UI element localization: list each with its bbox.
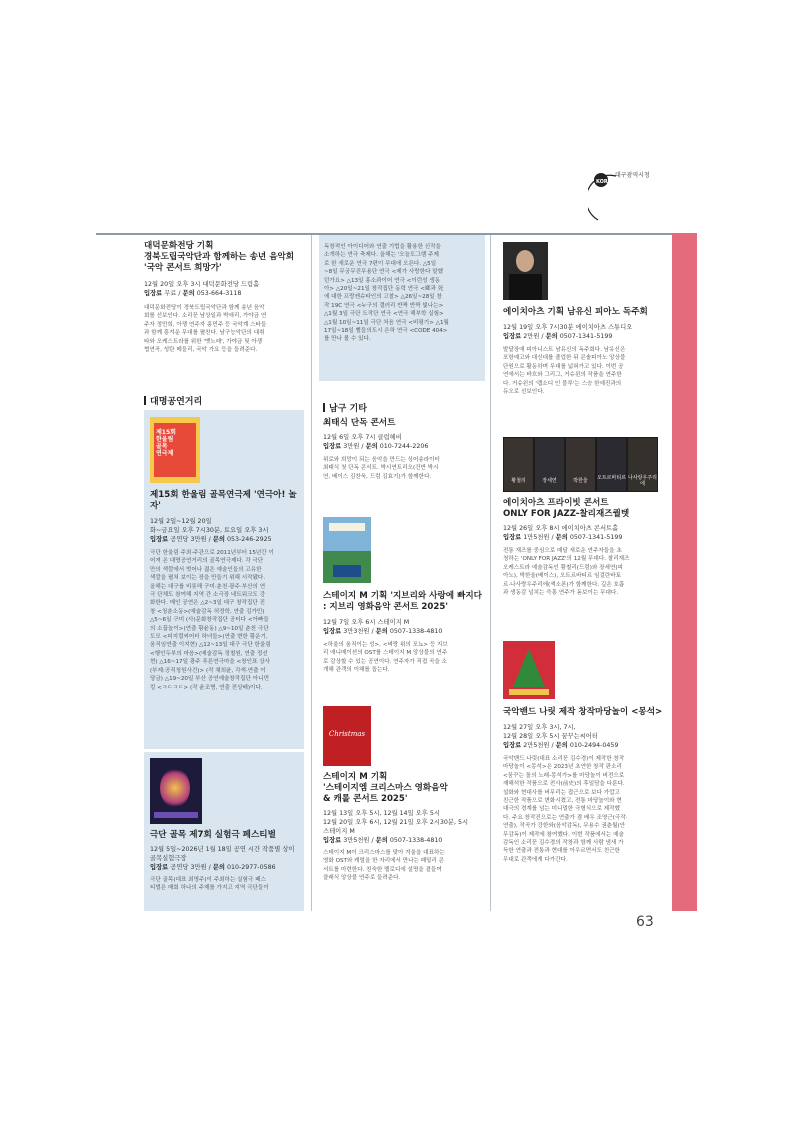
section-heading: 남구 기타 <box>323 401 367 414</box>
poster-image <box>503 641 555 699</box>
event-title: 경북도립국악단과 함께하는 송년 음악회 <box>144 252 295 262</box>
event-title: 에이치아츠 프라이빗 콘서트 <box>503 498 609 508</box>
page-number: 63 <box>636 914 654 930</box>
event-title: 최태식 단독 콘서트 <box>323 418 396 428</box>
event-title: : 지브리 영화음악 콘서트 2025' <box>323 602 448 612</box>
event-title: 스테이지 M 기획 '지브리와 사랑에 빠지다 <box>323 591 482 601</box>
svg-text:KOR: KOR <box>596 179 608 185</box>
event-piano-recital: 에이치아츠 기획 남유신 피아노 독주회 12월 19일 오후 7시30분 에이치아츠 스튜디오 입장료 2만원 / 문의 0507-1341-5199 발달장애 피아니스트 남유신의 독주회다. 남유신은 포항예고와 대신대를 졸업한 뒤 콘솔피아노 앙상블 단원으로 활동하며 무대를 넓혀가고 있다. 이번 공 연에서는 바흐와 그리그, 거슈윈의 작품을 연주한 다. 거슈윈의 '랩소디 인 블루'는 스승 한예진과의 듀오로 선보인다. <box>503 307 665 396</box>
column-divider <box>490 235 491 911</box>
event-ghibli-concert: 스테이지 M 기획 '지브리와 사랑에 빠지다 : 지브리 영화음악 콘서트 2025' 12월 7일 오후 6시 스테이지 M 입장료 3만3천원 / 문의 0507-1338-4810 <하울의 움직이는 성>, <벼랑 위의 포뇨> 등 지브 리 애니메이션의 OST를 스테이지 M 앙상블의 연주 로 감상할 수 있는 공연이다. 연주자가 직접 곡을 소 개해 관객의 이해를 돕는다. <box>323 591 485 675</box>
performer-photos: 황철리 장세연 박한울 오트르바티르 나사랑우주리에 <box>503 437 658 492</box>
event-cultural-center <box>144 241 296 354</box>
poster-image: Christmas <box>323 706 371 766</box>
event-jazz-concert: 에이치아츠 프라이빗 콘서트 ONLY FOR JAZZ-찰리재즈퀄텟 12월 26일 오후 8시 에이치아츠 콘서트홀 입장료 1만5천원 / 문의 0507-1341-5199 전통 재즈를 중심으로 매달 새로운 연주자들을 초 청하는 'ONLY FOR JAZZ'의 12월 무대다. 찰리재즈 오케스트라 예술감독인 황철리(드럼)와 장세연(피 아노), 박한울(베이스), 오트르바티르 임걸란바토 르·나사랑우주리에(색소폰)가 함께한다. 깊은 호흡 과 생동감 넘치는 즉흥 연주가 돋보이는 무대다. <box>503 498 665 597</box>
column-divider <box>311 235 312 911</box>
accent-bar <box>672 233 697 911</box>
event-body: 회를 선보인다. 소리꾼 남상일과 박애리, 가야금 연 <box>144 313 267 320</box>
event-title: & 캐롤 콘서트 2025' <box>323 794 408 804</box>
city-name: 대구광역시청 <box>615 172 650 179</box>
section-heading: 대명공연거리 <box>144 394 202 407</box>
event-title: '국악 콘서트 희망가' <box>144 263 222 273</box>
event-title: 국악밴드 나릿 제작 창작마당놀이 <몽석> <box>503 707 663 717</box>
event-price: 입장료 2만5천원 / 문의 010-2494-0459 <box>503 742 619 749</box>
event-madangnori: 국악밴드 나릿 제작 창작마당놀이 <몽석> 12월 27일 오후 3시, 7시, 12월 28일 오후 5시 꿈꾸는씨어터 입장료 2만5천원 / 문의 010-2494-0459 국악밴드 나릿(대표 소리꾼 김수경)이 제작한 창작 마당놀이 <몽석>은 2023년 초연한 창작 판소리 <꿈꾸는 돌의 노래-몽석가>를 마당놀이 버전으로 재해석한 작품으로 전사(前史)의 후일담을 다룬다. 설화와 현대사를 버무리는 접근으로 보다 가깝고 친근한 작품으로 변화시켰고, 전통 마당놀이와 현 대극의 경계를 넘는 미니멀한 극형식으로 제작했 다. 주요 창작진으로는 연출가 겸 배우 조영근(극작· 연출), 작곡가 강한와(음악감독), 무용수 권춘월(안 무감독)이 제작에 참여했다. 이번 작품에서는 예술 감독인 소리꾼 김수경의 작창과 함께 사람 냄새 가 득한 연출과 전통과 현대를 아우르면서도 친근한 무대로 관객에게 다가간다. <box>503 707 665 864</box>
event-price: 입장료 공연당 3만원 / 문의 053-246-2925 <box>150 536 272 543</box>
event-price: 입장료 3만3천원 / 문의 0507-1338-4810 <box>323 628 443 635</box>
event-title: 에이치아츠 기획 남유신 피아노 독주회 <box>503 307 648 317</box>
event-price: 입장료 1만5천원 / 문의 0507-1341-5199 <box>503 534 623 541</box>
event-body: 과 함께 흥겨운 무대를 펼친다. 남구능악단의 대취 <box>144 330 265 337</box>
event-concert-choi: 최태식 단독 콘서트 12월 6일 오후 7시 클럽헤비 입장료 3만원 / 문의 010-7244-2206 위로와 희망이 되는 음악을 만드는 싱어송라이터 최태식 첫 단독 콘서트. 박시연트리오(건반 박시 연, 베이스 김찬욱, 드럼 김효기)가 함께한다. <box>323 418 483 481</box>
portrait-photo <box>503 242 548 300</box>
event-body: 협연곡, 성탄 메들리, 국악 가요 등을 들려준다. <box>144 347 258 354</box>
poster-image: 제15회 한울림 골목 연극제 <box>150 417 200 483</box>
event-title: 대덕문화전당 기획 <box>144 241 214 251</box>
event-price: 입장료 3만5천원 / 문의 0507-1338-4810 <box>323 837 443 844</box>
event-title: 극단 골목 제7회 실험극 페스티벌 <box>150 830 276 840</box>
event-date: 12월 20일 오후 3시 대덕문화전당 드림홀 <box>144 281 260 288</box>
poster-image <box>150 758 202 824</box>
poster-image <box>323 517 371 583</box>
event-body: 주자 정민희, 아쟁 연주자 홍민주 등 국악계 스타들 <box>144 321 267 328</box>
event-christmas-concert: 스테이지 M 기획 '스테이지엠 크리스마스 영화음악 & 캐롤 콘서트 2025' 12월 13일 오후 5시, 12월 14일 오후 5시 12월 20일 오후 6시, 12월 21일 오후 2시30분, 5시 스테이지 M 입장료 3만5천원 / 문의 0507-1338-4810 스테이지 M이 크리스마스를 맞아 겨울을 대표하는 영화 OST와 캐럴을 한 자리에서 만나는 패밀리 콘 서트를 마련한다. 친숙한 멜로디에 설명을 곁들여 클래식 앙상블 연주로 들려준다. <box>323 772 485 883</box>
event-title: ONLY FOR JAZZ-찰리재즈퀄텟 <box>503 509 630 519</box>
event-theater-festival: 제15회 한울림 골목연극제 '연극아! 놀자' 12월 2일~12월 20일 화~금요일 오후 7시30분, 토요일 오후 3시 입장료 공연당 3만원 / 문의 053-246-2925 극단 한울림 주최·주관으로 2011년부터 15년간 이 어져 온 대명공연거리의 골목연극제다. 각 극단 만의 색깔에서 벗어나 젊은 예술인들의 고유한 색깔을 펼쳐 보이는 장을 만들기 위해 시작됐다. 올해는 대구를 비롯해 구미·춘천·광주·부산의 연 극 단체도 참여해 지역 간 소극장 네트워크도 강 화한다. 메인 공연은 △2~3일 대구 창작집단 진 창 <청춘소동>(예술감독 허정학, 연출 김가민) △5~6일 구미 (사)문화창작집단 공터다 <아빠들 의 소꿉놀이>(연출 황윤동) △9~10일 춘천 극단 도모 <피지컬씨어터 하녀들>(연출 변한 황운기, 움직임연출 이지현) △12~13일 대구 극단 한울림 <행인두부의 마음>(예술감독 정철원, 연출 정선 현) △16~17일 광주 푸른연극마을 <창인표 상사 (부제:공직청원사건)> (작 채희윤, 각색·연출 이 당금) △19~20일 부산 공연예술창작집단 아니먼 킹 <ㅋㄷㅋㄷ> (작 윤조병, 연출 전상배)이다. <box>150 490 300 692</box>
event-price: 입장료 2만원 / 문의 0507-1341-5199 <box>503 333 613 340</box>
event-title: 제15회 한울림 골목연극제 '연극아! 놀자' <box>150 490 297 511</box>
event-price: 입장료 공연당 3만원 / 문의 010-2977-0586 <box>150 864 276 871</box>
event-title: 스테이지 M 기획 <box>323 772 388 782</box>
festival-continued: 독창적인 아이디어와 연출 기법을 활용한 신작을 소개하는 연극 축제다. 올해는 '오늘도그램 주제 로 한 새로운 연극 7편이 무대에 오른다. △5일 ~8일 무궁무진무용단 연극 <제가 사랑한다 말했 던가요> △13일 홍소콰이어 연극 <이런성 생동 아> △20일~21일 창작집단 동력 연극 <鄕과 死 에 대한 프랑켄슈타인의 고찰> △26일~28일 창 작 19C 연극 <누구의 갤러리 반짝 반짝 빛나는> △1월 3일 극단 도작단 연극 <연극 해부학 실험> △1월 10일~11일 극단 처음 연극 <비평기> △1월 17일~18일 뻘들의도시 은하 연극 <CODE 404> 를 만나 볼 수 있다. <box>324 244 449 343</box>
event-price: 입장료 3만원 / 문의 010-7244-2206 <box>323 443 429 450</box>
event-body: 대덕문화전당이 경북도립국악단과 함께 송년 음악 <box>144 305 265 311</box>
event-body: 타와 오케스트라를 위한 '뱃노래', 가야금 및 아쟁 <box>144 338 263 345</box>
event-price: 입장료 무료 / 문의 053-664-3118 <box>144 290 242 297</box>
event-title: '스테이지엠 크리스마스 영화음악 <box>323 783 448 793</box>
event-experimental-festival: 극단 골목 제7회 실험극 페스티벌 12월 5일~2026년 1월 18일 공연 시간 작품별 상이 골목실험극장 입장료 공연당 3만원 / 문의 010-2977-0586 극단 골목(대표 최명주)이 주최하는 실험극 페스 티벌은 매회 하나의 주제를 가지고 지역 극단들이 <box>150 830 300 893</box>
